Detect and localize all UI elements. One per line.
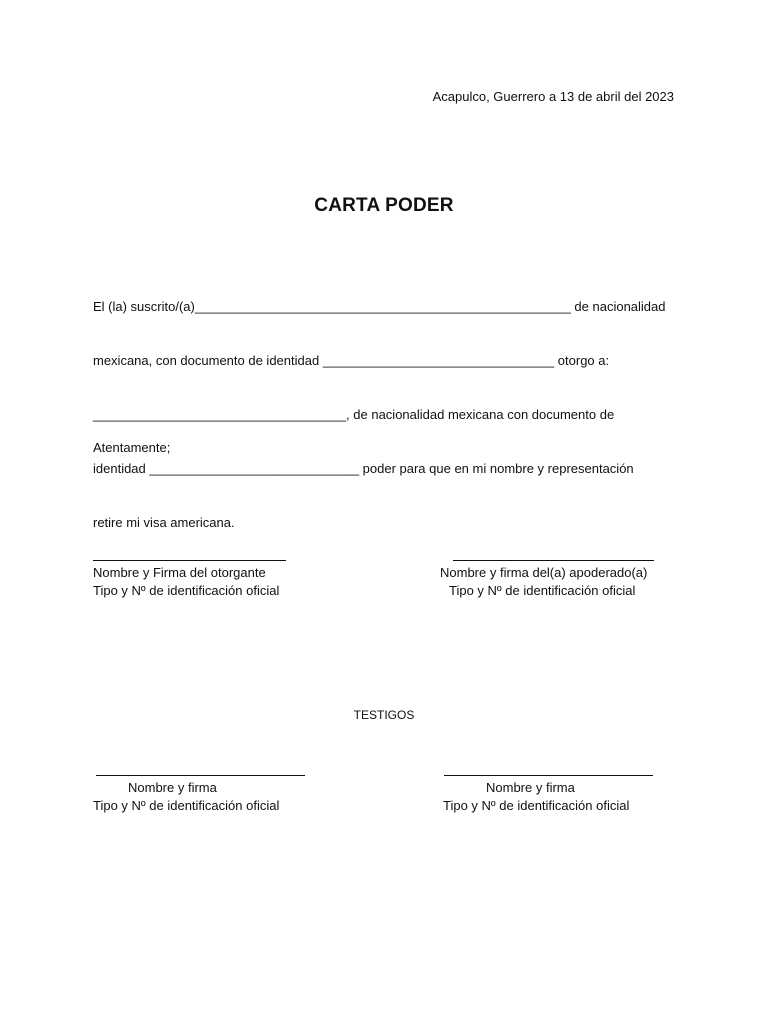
body-line: El (la) suscrito/(a)____________________________________________________ de nacionalidad	[93, 299, 666, 314]
signature-block-otorgante	[93, 550, 323, 600]
signature-id-label: Tipo y Nº de identificación oficial	[93, 798, 280, 813]
body-paragraph	[93, 262, 665, 568]
signature-block-witness-1	[93, 765, 323, 815]
body-line: retire mi visa americana.	[93, 515, 235, 530]
signature-block-apoderado	[440, 550, 680, 600]
document-title: CARTA PODER	[314, 195, 454, 216]
signature-line	[444, 765, 653, 776]
body-line: identidad _____________________________ poder para que en mi nombre y representación	[93, 461, 634, 476]
signature-name-label: Nombre y firma	[128, 780, 217, 795]
signature-line	[93, 550, 286, 561]
closing-text: Atentamente;	[93, 440, 171, 455]
signature-id-label: Tipo y Nº de identificación oficial	[449, 583, 636, 598]
place-date: Acapulco, Guerrero a 13 de abril del 2023	[432, 89, 674, 104]
signature-line	[453, 550, 654, 561]
body-line: ___________________________________, de nacionalidad mexicana con documento de	[93, 407, 615, 422]
signature-block-witness-2	[443, 765, 683, 815]
signature-id-label: Tipo y Nº de identificación oficial	[443, 798, 630, 813]
body-line: mexicana, con documento de identidad ________________________________ otorgo a:	[93, 353, 610, 368]
signature-name-label: Nombre y firma	[486, 780, 575, 795]
witnesses-heading: TESTIGOS	[353, 708, 415, 722]
signature-id-label: Tipo y Nº de identificación oficial	[93, 583, 280, 598]
signature-name-label: Nombre y firma del(a) apoderado(a)	[440, 565, 648, 580]
signature-name-label: Nombre y Firma del otorgante	[93, 565, 266, 580]
signature-line	[96, 765, 305, 776]
